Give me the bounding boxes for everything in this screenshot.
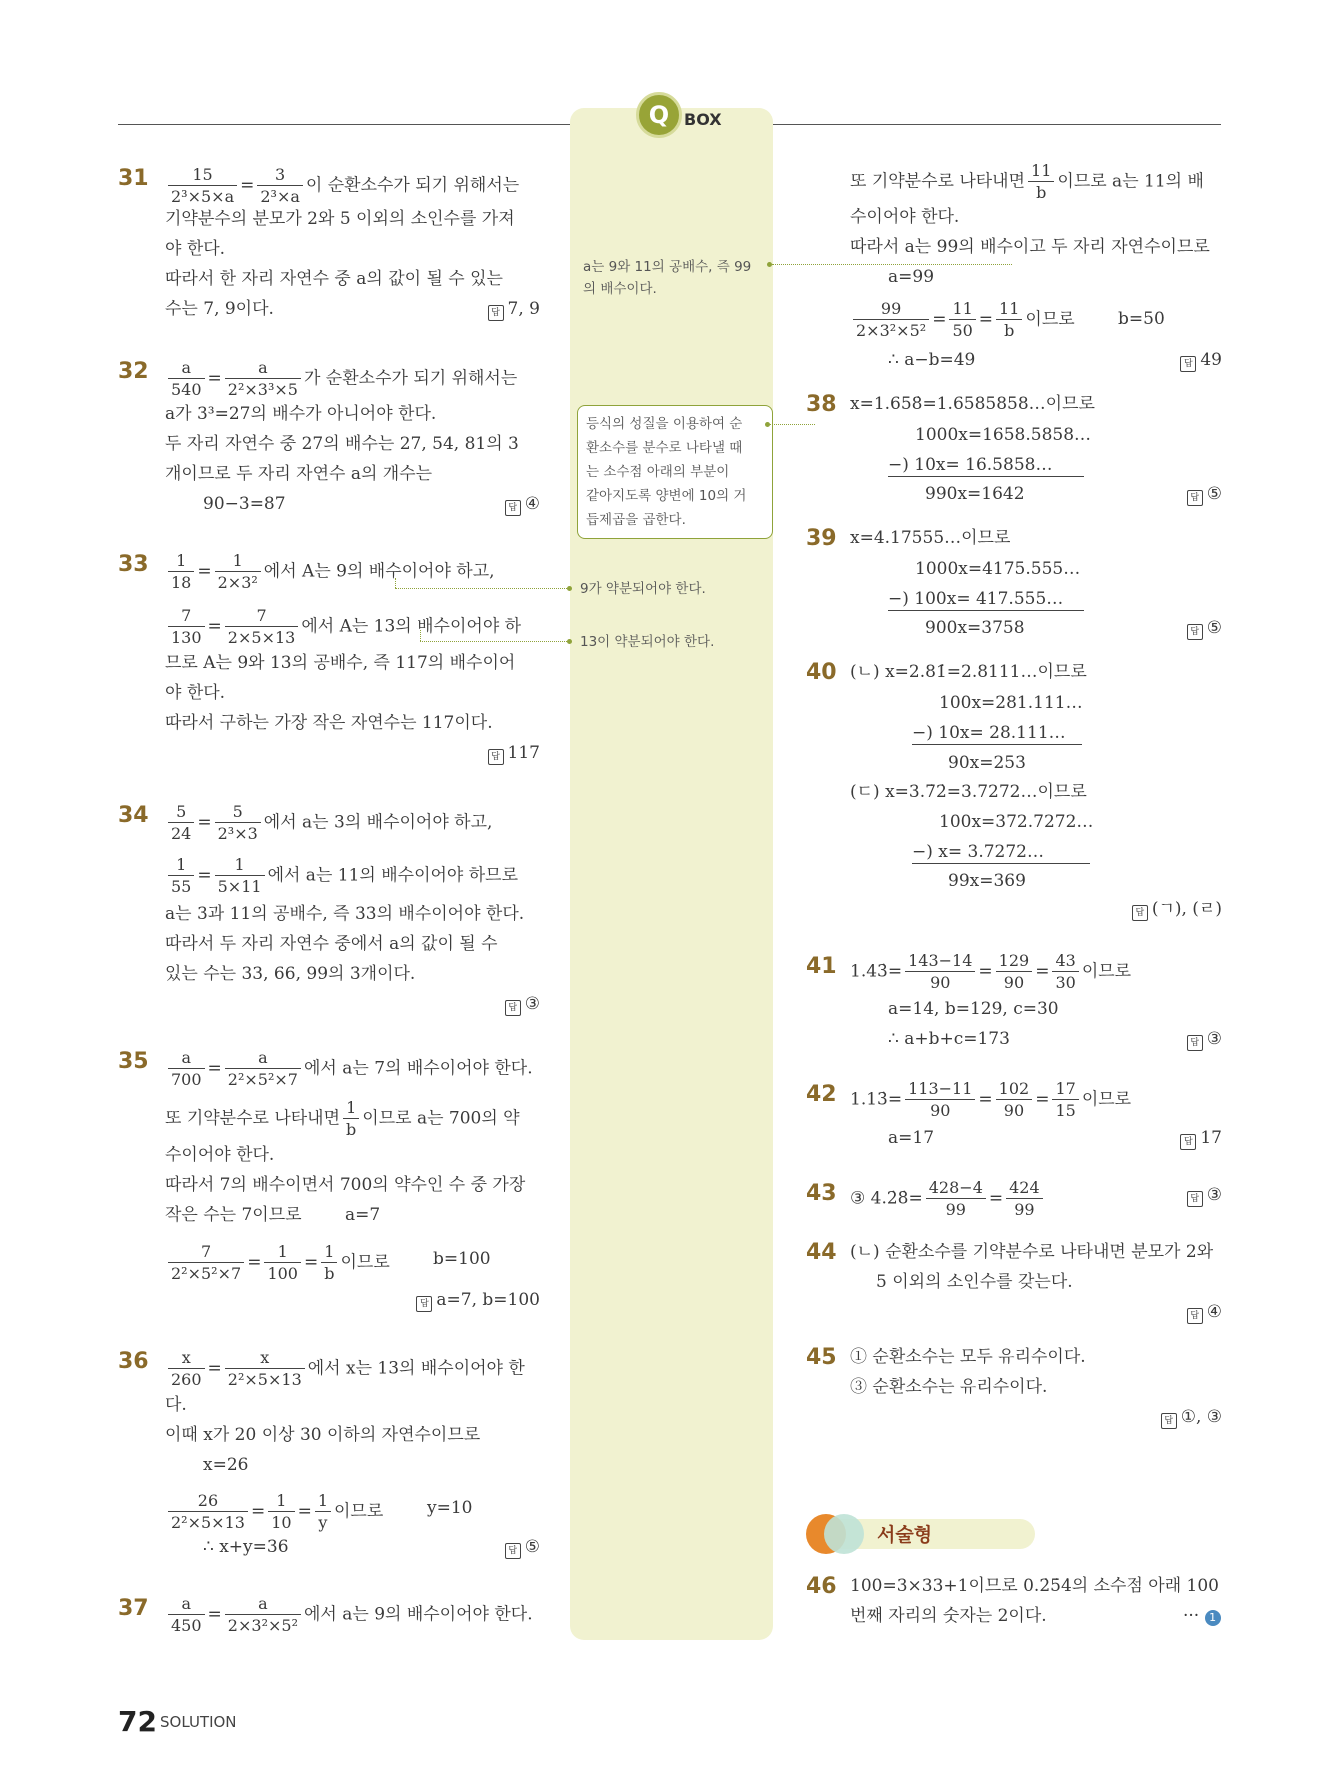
text-line: −) 100x= 417.555… bbox=[888, 588, 1084, 611]
fraction: $\frac{11}{50}$ bbox=[949, 301, 975, 339]
fraction: $\frac{7}{2\times 5\times 13}$ bbox=[225, 608, 299, 646]
text-line: −) 10x= 28.111… bbox=[912, 722, 1082, 745]
problem-number: 36 bbox=[118, 1349, 149, 1374]
answer-mark: 답 bbox=[1187, 624, 1203, 640]
fraction: $\frac{5}{\text{2³×3}}$ bbox=[215, 804, 261, 842]
answer-mark: 답 bbox=[416, 1296, 432, 1312]
problem-number: 41 bbox=[806, 954, 837, 979]
footer-label: SOLUTION bbox=[160, 1713, 237, 1731]
qbox-note-33b: 13이 약분되어야 한다. bbox=[580, 634, 715, 650]
fraction: $\frac{129}{90}$ bbox=[996, 953, 1033, 991]
fraction: $\frac{1}{b}$ bbox=[343, 1100, 359, 1138]
text-line: (ㄴ) x=2.81̇=2.8111…이므로 bbox=[850, 662, 1087, 682]
fraction: $\frac{x}{\text{2²×5×13}}$ bbox=[225, 1350, 305, 1388]
fraction: $\frac{43}{30}$ bbox=[1052, 953, 1078, 991]
answer-mark: 답 bbox=[1187, 490, 1203, 506]
text-line: 100=3×33+1이므로 0.2̇5̇4̇의 소수점 아래 100 bbox=[850, 1576, 1219, 1596]
answer: 답 117 bbox=[460, 742, 540, 765]
text-line: 900x=3758 bbox=[925, 618, 1025, 638]
fraction: $\frac{1}{10}$ bbox=[268, 1493, 294, 1531]
problem-number: 37 bbox=[118, 1596, 149, 1621]
text-line: ∴ x+y=36 bbox=[203, 1537, 289, 1557]
answer-mark: 답 bbox=[1180, 1134, 1196, 1150]
problem-42-line1: 1.13̇= $\frac{113-11}{90}$ = $\frac{102}{90}$ = $\frac{17}{15}$ 이므로 bbox=[850, 1079, 1132, 1120]
problem-number: 33 bbox=[118, 552, 149, 577]
fraction: $\frac{11}{b}$ bbox=[996, 301, 1022, 339]
text-line: 작은 수는 7이므로 bbox=[165, 1205, 302, 1225]
fraction: $\frac{11}{b}$ bbox=[1028, 163, 1054, 201]
fraction: $\frac{1}{100}$ bbox=[264, 1244, 301, 1282]
problem-number: 40 bbox=[806, 660, 837, 685]
note-line: 등식의 성질을 이용하여 순 bbox=[586, 416, 743, 432]
text-line: 이때 x가 20 이상 30 이하의 자연수이므로 bbox=[165, 1425, 481, 1445]
problem-35-line6: $\frac{7}{\text{2²×5²×7}}$ = $\frac{1}{100}$ = $\frac{1}{b}$ 이므로 bbox=[165, 1244, 390, 1282]
fraction: $\frac{15}{\text{2³×5×a}}$ bbox=[168, 167, 237, 205]
problem-number: 44 bbox=[806, 1240, 837, 1265]
text-line: a=14, b=129, c=30 bbox=[888, 999, 1059, 1019]
fraction: $\frac{a}{700}$ bbox=[168, 1050, 205, 1088]
problem-32-line1: $\frac{a}{540}$ = $\frac{a}{\text{2²×3³×5}}$ 가 순환소수가 되기 위해서는 bbox=[165, 360, 517, 398]
answer: 답 ⑤ bbox=[1140, 617, 1222, 640]
text-line: 다. bbox=[165, 1395, 187, 1415]
problem-number: 45 bbox=[806, 1345, 837, 1370]
fraction: $\frac{1}{18}$ bbox=[168, 553, 194, 591]
text-line: a=17 bbox=[888, 1128, 935, 1148]
text-line: a=7 bbox=[345, 1205, 381, 1225]
fraction: $\frac{1}{b}$ bbox=[321, 1244, 337, 1282]
problem-33-line1: $\frac{1}{18}$ = $\frac{1}{\text{2×3²}}$ 에서 A는 9의 배수이어야 하고, bbox=[165, 553, 495, 591]
text-line: −) x= 3.7272… bbox=[912, 841, 1090, 864]
qbox-badge: Q bbox=[636, 92, 682, 138]
answer-mark: 답 bbox=[1132, 905, 1148, 921]
answer: 답 ③ bbox=[1140, 1028, 1222, 1051]
fraction: $\frac{a}{540}$ bbox=[168, 360, 205, 398]
answer-mark: 답 bbox=[1187, 1035, 1203, 1051]
fraction: $\frac{17}{15}$ bbox=[1052, 1081, 1078, 1119]
essay-circle-icon bbox=[824, 1514, 864, 1554]
text-line: 야 한다. bbox=[165, 683, 226, 703]
fraction: $\frac{a}{\text{2²×3³×5}}$ bbox=[225, 360, 301, 398]
fraction: $\frac{424}{99}$ bbox=[1006, 1180, 1043, 1218]
text-line: 수이어야 한다. bbox=[165, 1145, 275, 1165]
text-line: 따라서 구하는 가장 작은 자연수는 117이다. bbox=[165, 713, 493, 733]
problem-35-line2: 또 기약분수로 나타내면 $\frac{1}{b}$ 이므로 a는 700의 약 bbox=[165, 1098, 520, 1139]
text-line: 개이므로 두 자리 자연수 a의 개수는 bbox=[165, 464, 433, 484]
answer: 답 ③ bbox=[460, 993, 540, 1016]
note-line: 듭제곱을 곱한다. bbox=[586, 512, 686, 528]
text-line: ③ 순환소수는 유리수이다. bbox=[850, 1377, 1048, 1397]
text-line: x=4.17555…이므로 bbox=[850, 528, 1011, 548]
fraction: $\frac{102}{90}$ bbox=[996, 1081, 1033, 1119]
text-line: 야 한다. bbox=[165, 239, 226, 259]
text-line: 두 자리 자연수 중 27의 배수는 27, 54, 81의 3 bbox=[165, 434, 519, 454]
fraction: $\frac{3}{\text{2³×a}}$ bbox=[257, 167, 303, 205]
answer-mark: 답 bbox=[505, 1543, 521, 1559]
problem-33-line2: $\frac{7}{130}$ = $\frac{7}{2\times 5\times 13}$ 에서 A는 13의 배수이어야 하 bbox=[165, 608, 521, 646]
qbox-note-37: a는 9와 11의 공배수, 즉 99 bbox=[583, 259, 752, 275]
answer: 답 ③ bbox=[1140, 1184, 1222, 1207]
problem-36-line1: $\frac{x}{260}$ = $\frac{x}{\text{2²×5×13}}$ 에서 x는 13의 배수이어야 한 bbox=[165, 1350, 525, 1388]
page-number: 72 bbox=[118, 1705, 157, 1738]
problem-35-line1: $\frac{a}{700}$ = $\frac{a}{\text{2²×5²×7}}$ 에서 a는 7의 배수이어야 한다. bbox=[165, 1050, 533, 1088]
answer-mark: 답 bbox=[505, 1000, 521, 1016]
problem-36-line5: $\frac{26}{\text{2²×5×13}}$ = $\frac{1}{10}$ = $\frac{1}{y}$ 이므로 bbox=[165, 1493, 383, 1531]
answer-mark: 답 bbox=[488, 749, 504, 765]
problem-number: 43 bbox=[806, 1181, 837, 1206]
text-line: 5 이외의 소인수를 갖는다. bbox=[876, 1272, 1073, 1292]
text-line: −) 10x= 16.5858… bbox=[888, 454, 1084, 477]
answer: 답 ⑤ bbox=[1140, 483, 1222, 506]
problem-number: 35 bbox=[118, 1049, 149, 1074]
problem-31-line1: $\frac{15}{\text{2³×5×a}}$ = $\frac{3}{\text{2³×a}}$ 이 순환소수가 되기 위해서는 bbox=[165, 167, 519, 205]
essay-title: 서술형 bbox=[877, 1524, 933, 1546]
answer-mark: 답 bbox=[505, 500, 521, 516]
problem-34-line1: $\frac{5}{24}$ = $\frac{5}{\text{2³×3}}$ 에서 a는 3의 배수이어야 하고, bbox=[165, 804, 492, 842]
text-line: 따라서 두 자리 자연수 중에서 a의 값이 될 수 bbox=[165, 934, 498, 954]
answer: 답 a=7, b=100 bbox=[380, 1289, 540, 1312]
text-line: 따라서 한 자리 자연수 중 a의 값이 될 수 있는 bbox=[165, 269, 503, 289]
text-line: x=1.658̇=1.6585858…이므로 bbox=[850, 394, 1095, 414]
fraction: $\frac{1}{\text{2×3²}}$ bbox=[215, 553, 261, 591]
fraction: $\frac{7}{\text{2²×5²×7}}$ bbox=[168, 1244, 244, 1282]
answer: 답 ④ bbox=[460, 493, 540, 516]
text-line: 수이어야 한다. bbox=[850, 207, 960, 227]
answer: 답 17 bbox=[1140, 1127, 1222, 1150]
fraction: $\frac{7}{130}$ bbox=[168, 608, 205, 646]
text-line: (ㄴ) 순환소수를 기약분수로 나타내면 분모가 2와 bbox=[850, 1242, 1214, 1262]
answer: 답 49 bbox=[1140, 349, 1222, 372]
text-line: 수는 7, 9이다. bbox=[165, 299, 274, 319]
answer-mark: 답 bbox=[1161, 1413, 1177, 1429]
text-line: 따라서 a는 99의 배수이고 두 자리 자연수이므로 bbox=[850, 237, 1210, 257]
problem-41-line1: 1.43̇= $\frac{143-14}{90}$ = $\frac{129}{90}$ = $\frac{43}{30}$ 이므로 bbox=[850, 951, 1132, 992]
note-line: 환소수를 분수로 나타낼 때 bbox=[586, 440, 743, 456]
problem-number: 31 bbox=[118, 166, 149, 191]
text-line: 1000x=1658.5858… bbox=[915, 425, 1092, 445]
fraction: $\frac{113-11}{90}$ bbox=[905, 1081, 975, 1119]
leader-dot bbox=[567, 586, 572, 591]
text-line: 100x=281.111… bbox=[939, 693, 1083, 713]
fraction: $\frac{a}{450}$ bbox=[168, 1596, 205, 1634]
answer-mark: 답 bbox=[1180, 356, 1196, 372]
qbox-note-33a: 9가 약분되어야 한다. bbox=[580, 581, 706, 597]
step-icon: 1 bbox=[1205, 1610, 1221, 1626]
fraction: $\frac{a}{\text{2×3²×5²}}$ bbox=[225, 1596, 301, 1634]
problem-number: 39 bbox=[806, 526, 837, 551]
problem-37-line1: $\frac{a}{450}$ = $\frac{a}{\text{2×3²×5²}}$ 에서 a는 9의 배수이어야 한다. bbox=[165, 1596, 533, 1634]
fraction: $\frac{1}{y}$ bbox=[315, 1493, 331, 1531]
text-line: 90x=253 bbox=[948, 753, 1026, 773]
problem-number: 38 bbox=[806, 392, 837, 417]
problem-43-line1: ③ 4.2̇8̇= $\frac{428-4}{99}$ = $\frac{424}{99}$ bbox=[850, 1180, 1046, 1218]
problem-34-line2: $\frac{1}{55}$ = $\frac{1}{5\times 11}$ 에서 a는 11의 배수이어야 하므로 bbox=[165, 857, 518, 895]
text-line: 있는 수는 33, 66, 99의 3개이다. bbox=[165, 964, 416, 984]
leader-line bbox=[770, 424, 815, 425]
text-line: b=100 bbox=[433, 1249, 491, 1269]
text-line: b=50 bbox=[1118, 309, 1165, 329]
qbox-column bbox=[570, 108, 773, 1640]
step-marker: ··· 1 bbox=[1183, 1605, 1221, 1627]
answer: 답 ④ bbox=[1140, 1301, 1222, 1324]
text-line: (ㄷ) x=3.7̇2̇=3.7272…이므로 bbox=[850, 782, 1087, 802]
answer: 답 ①, ③ bbox=[1110, 1406, 1222, 1429]
text-line: 990x=1642 bbox=[925, 484, 1025, 504]
fraction: $\frac{428-4}{99}$ bbox=[926, 1180, 986, 1218]
fraction: $\frac{5}{24}$ bbox=[168, 804, 194, 842]
text-line: 므로 A는 9와 13의 공배수, 즉 117의 배수이어 bbox=[165, 653, 516, 673]
text-line: ∴ a+b+c=173 bbox=[888, 1029, 1010, 1049]
text-line: 90−3=87 bbox=[203, 494, 286, 514]
problem-number: 42 bbox=[806, 1082, 837, 1107]
answer-mark: 답 bbox=[1187, 1191, 1203, 1207]
leader-line bbox=[772, 264, 1012, 265]
problem-37-cont-line1: 또 기약분수로 나타내면 $\frac{11}{b}$ 이므로 a는 11의 배 bbox=[850, 161, 1204, 202]
text-line: ∴ a−b=49 bbox=[888, 350, 976, 370]
text-line: 1000x=4175.555… bbox=[915, 559, 1081, 579]
text-line: a=99 bbox=[888, 267, 935, 287]
fraction: $\frac{99}{\text{2×3²×5²}}$ bbox=[853, 301, 929, 339]
qbox-note-37b: 의 배수이다. bbox=[583, 281, 657, 297]
text-line: 100x=372.7272… bbox=[939, 812, 1094, 832]
fraction: $\frac{a}{\text{2²×5²×7}}$ bbox=[225, 1050, 301, 1088]
text-line: 따라서 7의 배수이면서 700의 약수인 수 중 가장 bbox=[165, 1175, 526, 1195]
fraction: $\frac{1}{5\times 11}$ bbox=[215, 857, 265, 895]
problem-number: 34 bbox=[118, 803, 149, 828]
leader-dot bbox=[567, 639, 572, 644]
problem-37-cont-line5: $\frac{99}{\text{2×3²×5²}}$ = $\frac{11}{50}$ = $\frac{11}{b}$ 이므로 bbox=[850, 301, 1075, 339]
fraction: $\frac{26}{\text{2²×5×13}}$ bbox=[168, 1493, 248, 1531]
text-line: y=10 bbox=[427, 1498, 473, 1518]
answer-mark: 답 bbox=[1187, 1308, 1203, 1324]
fraction: $\frac{143-14}{90}$ bbox=[905, 953, 975, 991]
answer: 답 (ㄱ), (ㄹ) bbox=[1110, 898, 1222, 921]
text-line: a가 3³=27의 배수가 아니어야 한다. bbox=[165, 404, 437, 424]
problem-number: 32 bbox=[118, 359, 149, 384]
text-line: x=26 bbox=[203, 1455, 249, 1475]
text-line: ① 순환소수는 모두 유리수이다. bbox=[850, 1347, 1086, 1367]
answer: 답 ⑤ bbox=[460, 1536, 540, 1559]
qbox-note-38 bbox=[577, 405, 773, 539]
answer: 답 7, 9 bbox=[460, 298, 540, 321]
answer-mark: 답 bbox=[488, 305, 504, 321]
text-line: a는 3과 11의 공배수, 즉 33의 배수이어야 한다. bbox=[165, 904, 525, 924]
qbox-label: BOX bbox=[684, 110, 722, 129]
text-line: 99x=369 bbox=[948, 871, 1026, 891]
fraction: $\frac{1}{55}$ bbox=[168, 857, 194, 895]
fraction: $\frac{x}{260}$ bbox=[168, 1350, 205, 1388]
text-line: 기약분수의 분모가 2와 5 이외의 소인수를 가져 bbox=[165, 209, 515, 229]
text-line: 번째 자리의 숫자는 2이다. bbox=[850, 1606, 1047, 1626]
note-line: 같아지도록 양변에 10의 거 bbox=[586, 488, 747, 504]
note-line: 는 소수점 아래의 부분이 bbox=[586, 464, 730, 480]
problem-number: 46 bbox=[806, 1574, 837, 1599]
